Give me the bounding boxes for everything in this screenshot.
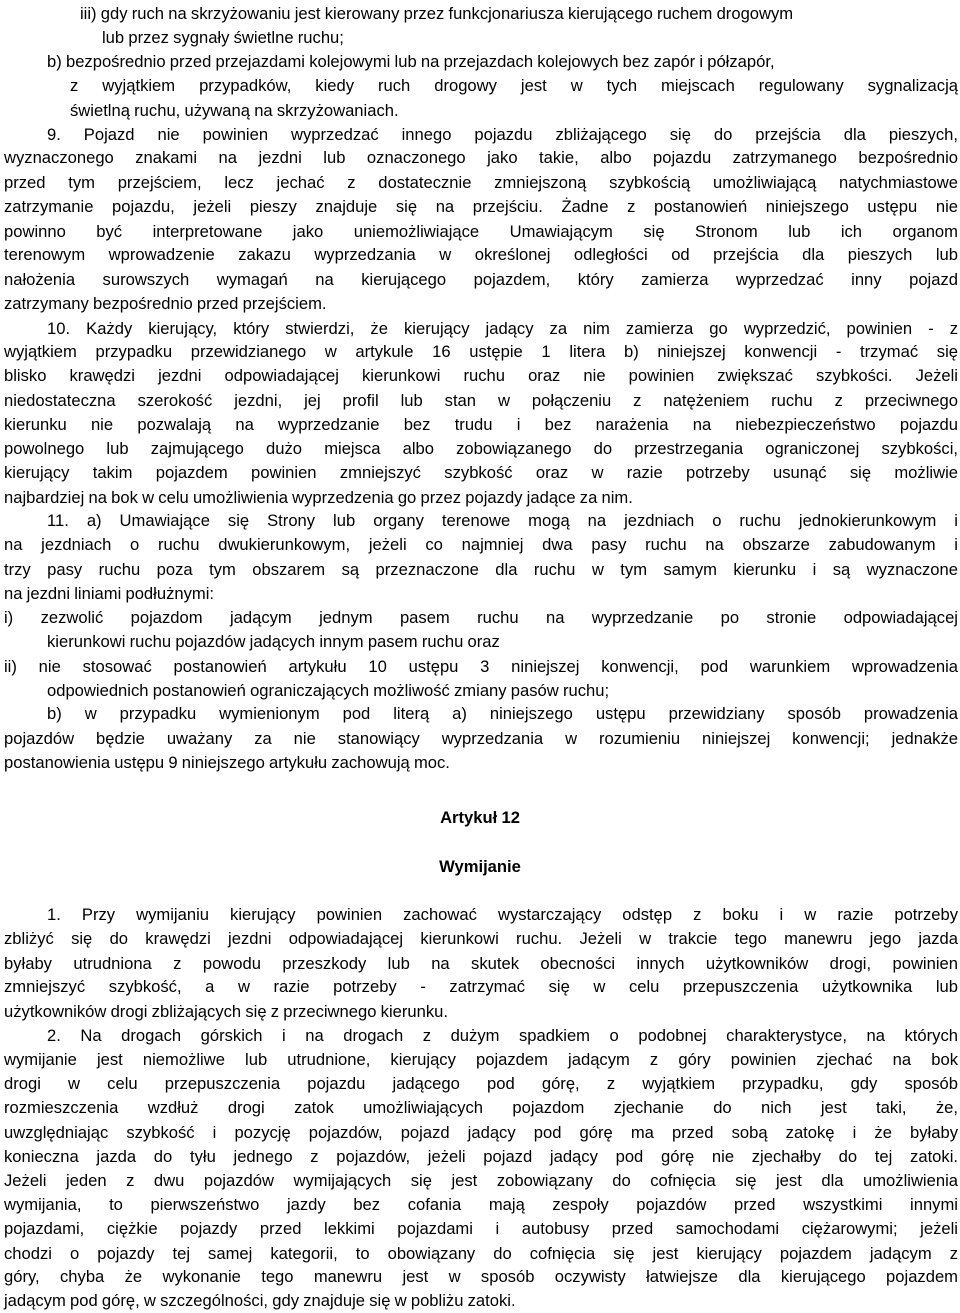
text-line: 2. Na drogach górskich i na drogach z dużym spadkiem o podobnej charakterystyce, na których (47, 1025, 958, 1045)
text-line: byłaby utrudniona z powodu przeszkody lub na skutek obecności innych użytkowników drogi, powinien (4, 953, 958, 973)
text-line: b) bezpośrednio przed przejazdami kolejowymi lub na przejazdach kolejowych bez zapór i półzapór, (47, 52, 775, 72)
text-line: konieczna jazda do tyłu jednego z pojazdów, jeżeli pojazd jadący pod górę nie zjechałby do tej zatoki. (4, 1146, 958, 1166)
text-line: kierunkowi ruchu pojazdów jadących innym pasem ruchu oraz (47, 632, 500, 652)
text-line: zmniejszyć szybkość, a w razie potrzeby - zatrzymać się w celu przepuszczenia użytkownika lub (4, 977, 958, 997)
text-line: zatrzymanie pojazdu, jeżeli pieszy znajduje się na przejściu. Żadne z postanowień niniejszego ustępu nie (4, 196, 958, 216)
text-line: drogi w celu przepuszczenia pojazdu jadącego pod górę, z wyjątkiem przypadku, gdy sposób (4, 1074, 958, 1094)
text-line: trzy pasy ruchu poza tym obszarem są przeznaczone dla ruchu w tym samym kierunku i są wyznaczone (4, 559, 958, 579)
text-line: na jezdniach o ruchu dwukierunkowym, jeżeli co najmniej dwa pasy ruchu na obszarze zabudowanym i (4, 535, 958, 555)
text-line: wymijanie jest niemożliwe lub utrudnione, kierujący pojazdem jadącym z góry powinien zjechać na bok (4, 1049, 958, 1069)
text-line: Jeżeli jeden z dwu pojazdów wymijających się jest zobowiązany do cofnięcia się jest dla umożliwienia (4, 1171, 958, 1191)
text-line: chodzi o pojazdy tej samej kategorii, to obowiązany do cofnięcia się jest kierujący pojazdem jadącym z (4, 1243, 958, 1263)
text-line: najbardziej na bok w celu umożliwienia wyprzedzenia go przez pojazdy jadące za nim. (4, 487, 633, 507)
text-line: użytkowników drogi zbliżających się z przeciwnego kierunku. (4, 1002, 448, 1022)
text-line: rozmieszczenia wzdłuż drogi zatok umożliwiających pojazdom zjechanie do nich jest taki, że, (4, 1098, 958, 1118)
text-line: góry, chyba że wykonanie tego manewru jest w sposób oczywisty łatwiejsze dla kierującego pojazdem (4, 1267, 958, 1287)
text-line: i) zezwolić pojazdom jadącym jednym pasem ruchu na wyprzedzanie po stronie odpowiadającej (4, 608, 958, 628)
article-title: Wymijanie (439, 856, 521, 876)
text-line: ii) nie stosować postanowień artykułu 10 ustępu 3 niniejszej konwencji, pod warunkiem wprowadzenia (4, 656, 958, 676)
text-line: 1. Przy wymijaniu kierujący powinien zachować wystarczający odstęp z boku i w razie potrzeby (47, 905, 958, 925)
text-line: powinno być interpretowane jako uniemożliwiające Umawiającym się Stronom lub ich organom (4, 221, 958, 241)
text-line: 9. Pojazd nie powinien wyprzedzać innego pojazdu zbliżającego się do przejścia dla pieszych, (47, 124, 958, 144)
article-heading: Artykuł 12 (440, 808, 520, 828)
text-line: kierunku nie pozwalają na wyprzedzanie bez trudu i bez narażenia na niebezpieczeństwo pojazdu (4, 414, 958, 434)
text-line: wyznaczonego znakami na jezdni lub oznaczonego jako takie, albo pojazdu zatrzymanego bezpośrednio (4, 148, 958, 168)
text-line: wymijania, to pierwszeństwo jazdy bez cofania mają zespoły pojazdów przed wszystkimi innymi (4, 1195, 958, 1215)
text-line: na jezdni liniami podłużnymi: (4, 583, 215, 603)
text-line: iii) gdy ruch na skrzyżowaniu jest kierowany przez funkcjonariusza kierującego ruchem drogowym (80, 4, 794, 23)
text-line: przed tym przejściem, lecz jechać z dostatecznie zmniejszoną szybkością umożliwiającą natychmiastowe (4, 173, 958, 193)
text-line: uwzględniając szybkość i pozycję pojazdów, pojazd jadący pod górę ma przed sobą zatokę i że byłaby (4, 1122, 958, 1142)
text-line: jadącym pod górę, w szczególności, gdy znajduje się w pobliżu zatoki. (4, 1291, 516, 1310)
text-line: świetlną ruchu, używaną na skrzyżowaniach. (70, 100, 399, 120)
text-line: kierujący takim pojazdem powinien zmniejszyć szybkość oraz w razie potrzeby usunąć się możliwie (4, 463, 958, 482)
text-line: blisko krawędzi jezdni odpowiadającej kierunkowi ruchu oraz nie powinien zwiększać szybkości. Jeżeli (4, 366, 958, 386)
text-line: z wyjątkiem przypadków, kiedy ruch drogowy jest w tych miejscach regulowany sygnalizacją (70, 76, 958, 96)
text-line: zbliżyć się do krawędzi jezdni odpowiadającej kierunkowi ruchu. Jeżeli w trakcie tego manewru jego jazda (4, 928, 958, 948)
text-line: pojazdów będzie uważany za nie stanowiący wyprzedzania w rozumieniu niniejszej konwencji; jednakże (4, 729, 958, 749)
text-line: terenowym wprowadzenie zakazu wyprzedzania w określonej odległości od przejścia dla pieszych lub (4, 245, 958, 265)
text-line: powolnego lub zajmującego dużo miejsca albo zobowiązanego do przestrzegania ograniczonej szybkości, (4, 439, 958, 459)
text-line: pojazdami, ciężkie pojazdy przed lekkimi pojazdami i autobusy przed samochodami ciężarowymi; jeżeli (4, 1218, 958, 1238)
text-line: lub przez sygnały świetlne ruchu; (102, 27, 344, 47)
text-line: postanowienia ustępu 9 niniejszego artykułu zachowują moc. (4, 752, 450, 772)
text-line: wyjątkiem przypadku przewidzianego w artykule 16 ustępie 1 litera b) niniejszej konwencji - trzymać się (4, 342, 958, 362)
text-line: odpowiednich postanowień ograniczających możliwość zmiany pasów ruchu; (47, 680, 610, 700)
text-line: b) w przypadku wymienionym pod literą a) niniejszego ustępu przewidziany sposób prowadzenia (47, 704, 958, 724)
text-line: 10. Każdy kierujący, który stwierdzi, że kierujący jadący za nim zamierza go wyprzedzić, powinien - z (47, 318, 958, 338)
text-line: niedostateczna szerokość jezdni, jej profil lub stan w połączeniu z natężeniem ruchu z przeciwnego (4, 390, 958, 410)
text-line: 11. a) Umawiające się Strony lub organy terenowe mogą na jezdniach o ruchu jednokierunkowym i (47, 511, 958, 531)
text-line: nałożenia surowszych wymagań na kierującego pojazdem, który zamierza wyprzedzać inny pojazd (4, 270, 958, 290)
text-line: zatrzymany bezpośrednio przed przejściem. (4, 293, 327, 313)
